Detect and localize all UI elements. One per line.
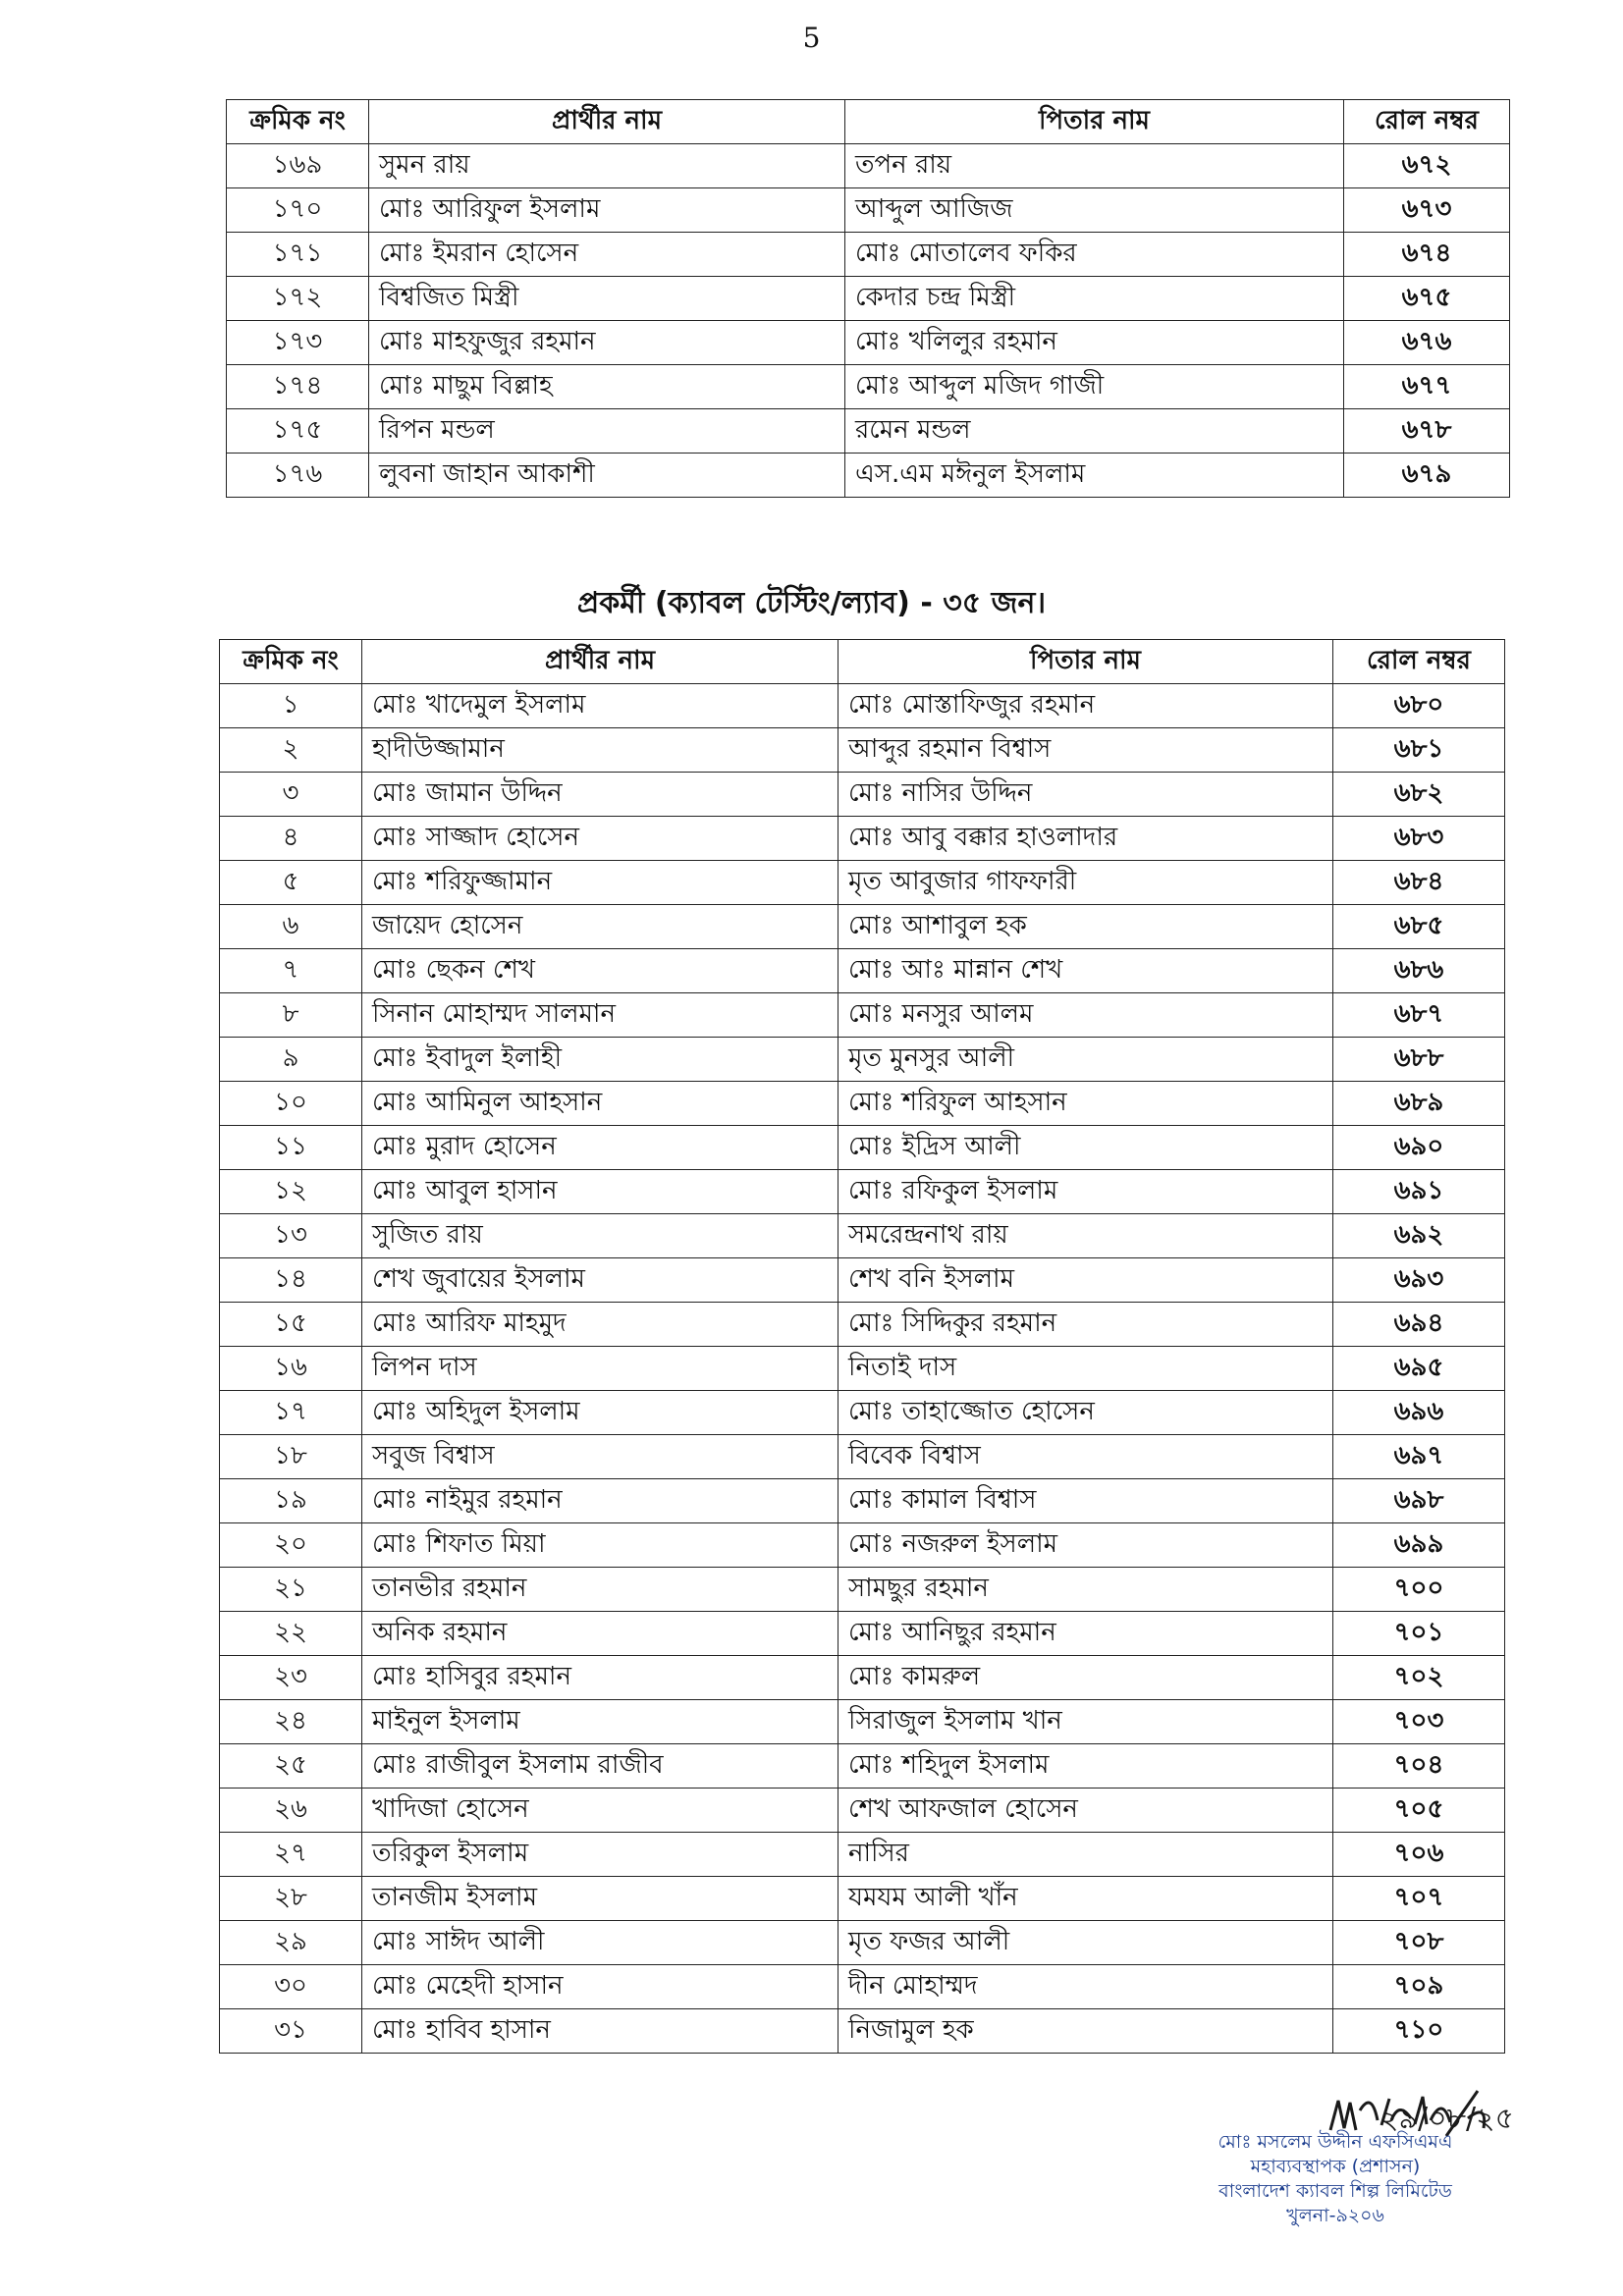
cell-serial: ৯ <box>220 1038 362 1082</box>
cell-serial: ১৭৫ <box>227 409 369 454</box>
table-row <box>220 1082 1505 1126</box>
header-roll-number: রোল নম্বর <box>1344 100 1510 144</box>
header-serial: ক্রমিক নং <box>220 640 362 684</box>
cell-roll-number: ৭১০ <box>1333 2009 1505 2054</box>
table-row <box>220 1303 1505 1347</box>
cell-serial: ৫ <box>220 861 362 905</box>
cell-father-name: মোঃ রফিকুল ইসলাম <box>839 1170 1333 1214</box>
cell-serial: ১৭৬ <box>227 454 369 498</box>
cell-father-name: মোঃ কামরুল <box>839 1656 1333 1700</box>
cell-serial: ১৭৩ <box>227 321 369 365</box>
cell-serial: ৪ <box>220 817 362 861</box>
cell-serial: ১৮ <box>220 1435 362 1479</box>
cell-serial: ২০ <box>220 1523 362 1568</box>
table-row <box>227 233 1510 277</box>
cell-candidate-name: মোঃ মুরাদ হোসেন <box>362 1126 839 1170</box>
cell-roll-number: ৬৯৪ <box>1333 1303 1505 1347</box>
cell-candidate-name: সবুজ বিশ্বাস <box>362 1435 839 1479</box>
cell-candidate-name: মোঃ সাজ্জাদ হোসেন <box>362 817 839 861</box>
cell-father-name: মৃত মুনসুর আলী <box>839 1038 1333 1082</box>
cell-father-name: এস.এম মঈনুল ইসলাম <box>845 454 1344 498</box>
cell-roll-number: ৬৮৫ <box>1333 905 1505 949</box>
table-row <box>220 1656 1505 1700</box>
header-candidate-name: প্রার্থীর নাম <box>362 640 839 684</box>
table-row <box>227 144 1510 188</box>
table-row <box>220 1789 1505 1833</box>
cell-candidate-name: মোঃ মাহফুজুর রহমান <box>369 321 845 365</box>
cell-father-name: সামছুর রহমান <box>839 1568 1333 1612</box>
cell-serial: ১৪ <box>220 1258 362 1303</box>
cell-father-name: শেখ আফজাল হোসেন <box>839 1789 1333 1833</box>
cell-father-name: মোঃ শহিদুল ইসলাম <box>839 1744 1333 1789</box>
cell-father-name: মোঃ সিদ্দিকুর রহমান <box>839 1303 1333 1347</box>
cell-candidate-name: মোঃ সাঈদ আলী <box>362 1921 839 1965</box>
cell-serial: ২৩ <box>220 1656 362 1700</box>
cell-roll-number: ৭০৬ <box>1333 1833 1505 1877</box>
table-row <box>220 1877 1505 1921</box>
cell-serial: ১২ <box>220 1170 362 1214</box>
header-candidate-name: প্রার্থীর নাম <box>369 100 845 144</box>
table-row <box>220 949 1505 993</box>
cell-father-name: মৃত আবুজার গাফফারী <box>839 861 1333 905</box>
cell-father-name: নাসির <box>839 1833 1333 1877</box>
candidate-table-2 <box>219 639 1505 2054</box>
cell-serial: ৩০ <box>220 1965 362 2009</box>
table-row <box>220 728 1505 773</box>
cell-father-name: মোঃ মোতালেব ফকির <box>845 233 1344 277</box>
cell-roll-number: ৬৭৩ <box>1344 188 1510 233</box>
cell-serial: ২৮ <box>220 1877 362 1921</box>
cell-candidate-name: মোঃ রাজীবুল ইসলাম রাজীব <box>362 1744 839 1789</box>
table-header-row <box>220 640 1505 684</box>
cell-serial: ১ <box>220 684 362 728</box>
table-row <box>220 1347 1505 1391</box>
cell-roll-number: ৬৮৩ <box>1333 817 1505 861</box>
cell-candidate-name: মোঃ আমিনুল আহসান <box>362 1082 839 1126</box>
cell-serial: ৮ <box>220 993 362 1038</box>
cell-serial: ৭ <box>220 949 362 993</box>
cell-candidate-name: বিশ্বজিত মিস্ত্রী <box>369 277 845 321</box>
table-row <box>227 454 1510 498</box>
cell-roll-number: ৬৮৬ <box>1333 949 1505 993</box>
table-row <box>227 277 1510 321</box>
cell-candidate-name: মোঃ খাদেমুল ইসলাম <box>362 684 839 728</box>
cell-candidate-name: মোঃ আরিফুল ইসলাম <box>369 188 845 233</box>
stamp-line-name: মোঃ মসলেম উদ্দীন এফসিএমএ <box>1217 2131 1453 2153</box>
cell-father-name: মোঃ ইদ্রিস আলী <box>839 1126 1333 1170</box>
table-row <box>220 684 1505 728</box>
cell-candidate-name: মোঃ জামান উদ্দিন <box>362 773 839 817</box>
cell-father-name: মোঃ মনসুর আলম <box>839 993 1333 1038</box>
cell-candidate-name: অনিক রহমান <box>362 1612 839 1656</box>
cell-candidate-name: মোঃ হাবিব হাসান <box>362 2009 839 2054</box>
cell-roll-number: ৬৯৩ <box>1333 1258 1505 1303</box>
cell-serial: ২৪ <box>220 1700 362 1744</box>
cell-father-name: মোঃ আঃ মান্নান শেখ <box>839 949 1333 993</box>
cell-father-name: মোঃ খলিলুর রহমান <box>845 321 1344 365</box>
handwritten-date: ২৯/০৮/২৫ <box>1380 2102 1515 2136</box>
cell-candidate-name: জায়েদ হোসেন <box>362 905 839 949</box>
cell-candidate-name: মোঃ মেহেদী হাসান <box>362 1965 839 2009</box>
cell-father-name: মৃত ফজর আলী <box>839 1921 1333 1965</box>
cell-roll-number: ৬৮১ <box>1333 728 1505 773</box>
cell-roll-number: ৬৮৪ <box>1333 861 1505 905</box>
header-father-name: পিতার নাম <box>845 100 1344 144</box>
cell-father-name: দীন মোহাম্মদ <box>839 1965 1333 2009</box>
cell-candidate-name: মোঃ আরিফ মাহমুদ <box>362 1303 839 1347</box>
cell-father-name: কেদার চন্দ্র মিস্ত্রী <box>845 277 1344 321</box>
table-row <box>220 1435 1505 1479</box>
cell-candidate-name: সিনান মোহাম্মদ সালমান <box>362 993 839 1038</box>
cell-roll-number: ৬৮৭ <box>1333 993 1505 1038</box>
cell-serial: ৩১ <box>220 2009 362 2054</box>
cell-candidate-name: মোঃ ইবাদুল ইলাহী <box>362 1038 839 1082</box>
table-row <box>220 1700 1505 1744</box>
cell-serial: ১১ <box>220 1126 362 1170</box>
cell-father-name: মোঃ নজরুল ইসলাম <box>839 1523 1333 1568</box>
table-row <box>220 1833 1505 1877</box>
table-row <box>220 1568 1505 1612</box>
cell-roll-number: ৬৯৯ <box>1333 1523 1505 1568</box>
cell-serial: ২২ <box>220 1612 362 1656</box>
cell-roll-number: ৬৭৫ <box>1344 277 1510 321</box>
header-serial: ক্রমিক নং <box>227 100 369 144</box>
cell-candidate-name: মোঃ হাসিবুর রহমান <box>362 1656 839 1700</box>
table-row <box>220 1612 1505 1656</box>
cell-serial: ১৩ <box>220 1214 362 1258</box>
cell-candidate-name: হাদীউজ্জামান <box>362 728 839 773</box>
cell-roll-number: ৬৮৮ <box>1333 1038 1505 1082</box>
cell-father-name: সিরাজুল ইসলাম খান <box>839 1700 1333 1744</box>
table-row <box>220 1170 1505 1214</box>
cell-roll-number: ৬৯৫ <box>1333 1347 1505 1391</box>
cell-candidate-name: রিপন মন্ডল <box>369 409 845 454</box>
cell-roll-number: ৭০৮ <box>1333 1921 1505 1965</box>
cell-serial: ৬ <box>220 905 362 949</box>
table-row <box>227 321 1510 365</box>
table-row <box>220 1214 1505 1258</box>
cell-candidate-name: মোঃ মাছুম বিল্লাহ <box>369 365 845 409</box>
cell-candidate-name: তরিকুল ইসলাম <box>362 1833 839 1877</box>
stamp-line-company: বাংলাদেশ ক্যাবল শিল্প লিমিটেড <box>1218 2180 1452 2202</box>
cell-roll-number: ৬৭৯ <box>1344 454 1510 498</box>
table-row <box>220 773 1505 817</box>
cell-roll-number: ৭০৯ <box>1333 1965 1505 2009</box>
cell-roll-number: ৬৯০ <box>1333 1126 1505 1170</box>
cell-candidate-name: মোঃ ছেকন শেখ <box>362 949 839 993</box>
cell-father-name: মোঃ তাহাজ্জোত হোসেন <box>839 1391 1333 1435</box>
cell-roll-number: ৬৯৮ <box>1333 1479 1505 1523</box>
table-row <box>220 817 1505 861</box>
cell-roll-number: ৬৯৬ <box>1333 1391 1505 1435</box>
table-row <box>220 1523 1505 1568</box>
cell-candidate-name: শেখ জুবায়ের ইসলাম <box>362 1258 839 1303</box>
stamp-line-address: খুলনা-৯২০৬ <box>1286 2205 1384 2226</box>
cell-roll-number: ৭০৭ <box>1333 1877 1505 1921</box>
cell-serial: ১৯ <box>220 1479 362 1523</box>
cell-roll-number: ৭০৩ <box>1333 1700 1505 1744</box>
cell-serial: ১৬৯ <box>227 144 369 188</box>
cell-roll-number: ৬৯২ <box>1333 1214 1505 1258</box>
cell-candidate-name: মোঃ ইমরান হোসেন <box>369 233 845 277</box>
cell-roll-number: ৬৮২ <box>1333 773 1505 817</box>
cell-father-name: আব্দুল আজিজ <box>845 188 1344 233</box>
table-row <box>227 409 1510 454</box>
cell-father-name: নিতাই দাস <box>839 1347 1333 1391</box>
cell-serial: ২ <box>220 728 362 773</box>
cell-serial: ২৭ <box>220 1833 362 1877</box>
stamp-line-designation: মহাব্যবস্থাপক (প্রশাসন) <box>1250 2156 1421 2177</box>
cell-serial: ২৫ <box>220 1744 362 1789</box>
cell-candidate-name: তানজীম ইসলাম <box>362 1877 839 1921</box>
cell-candidate-name: মোঃ আবুল হাসান <box>362 1170 839 1214</box>
cell-father-name: মোঃ শরিফুল আহসান <box>839 1082 1333 1126</box>
cell-serial: ১৭১ <box>227 233 369 277</box>
cell-father-name: মোঃ আশাবুল হক <box>839 905 1333 949</box>
cell-serial: ১৭৪ <box>227 365 369 409</box>
cell-candidate-name: মাইনুল ইসলাম <box>362 1700 839 1744</box>
table-row <box>220 1479 1505 1523</box>
table-row <box>220 1921 1505 1965</box>
cell-serial: ১০ <box>220 1082 362 1126</box>
table-row <box>220 1965 1505 2009</box>
header-roll-number: রোল নম্বর <box>1333 640 1505 684</box>
header-father-name: পিতার নাম <box>839 640 1333 684</box>
cell-roll-number: ৬৭৭ <box>1344 365 1510 409</box>
cell-father-name: মোঃ নাসির উদ্দিন <box>839 773 1333 817</box>
cell-roll-number: ৬৭২ <box>1344 144 1510 188</box>
cell-serial: ১৭২ <box>227 277 369 321</box>
table-row <box>220 1391 1505 1435</box>
cell-roll-number: ৬৭৮ <box>1344 409 1510 454</box>
cell-serial: ১৬ <box>220 1347 362 1391</box>
cell-serial: ২৬ <box>220 1789 362 1833</box>
signature-block <box>1173 2081 1515 2268</box>
cell-father-name: শেখ বনি ইসলাম <box>839 1258 1333 1303</box>
table-row <box>220 1258 1505 1303</box>
cell-roll-number: ৬৮০ <box>1333 684 1505 728</box>
cell-candidate-name: সুজিত রায় <box>362 1214 839 1258</box>
cell-candidate-name: মোঃ অহিদুল ইসলাম <box>362 1391 839 1435</box>
cell-candidate-name: খাদিজা হোসেন <box>362 1789 839 1833</box>
cell-father-name: মোঃ মোস্তাফিজুর রহমান <box>839 684 1333 728</box>
page-number: 5 <box>802 22 821 54</box>
cell-father-name: নিজামুল হক <box>839 2009 1333 2054</box>
table-row <box>220 905 1505 949</box>
cell-serial: ১৭০ <box>227 188 369 233</box>
candidate-table-1 <box>226 99 1510 498</box>
cell-candidate-name: সুমন রায় <box>369 144 845 188</box>
cell-serial: ৩ <box>220 773 362 817</box>
table-row <box>220 2009 1505 2054</box>
cell-father-name: যমযম আলী খাঁন <box>839 1877 1333 1921</box>
cell-father-name: মোঃ আব্দুল মজিদ গাজী <box>845 365 1344 409</box>
cell-roll-number: ৭০০ <box>1333 1568 1505 1612</box>
cell-roll-number: ৬৮৯ <box>1333 1082 1505 1126</box>
table-row <box>220 1038 1505 1082</box>
cell-father-name: মোঃ আনিছুর রহমান <box>839 1612 1333 1656</box>
section-title: প্রকর্মী (ক্যাবল টেস্টিং/ল্যাব) - ৩৫ জন। <box>576 586 1047 620</box>
table-header-row <box>227 100 1510 144</box>
cell-father-name: বিবেক বিশ্বাস <box>839 1435 1333 1479</box>
cell-serial: ২৯ <box>220 1921 362 1965</box>
cell-serial: ১৫ <box>220 1303 362 1347</box>
cell-father-name: মোঃ আবু বক্কার হাওলাদার <box>839 817 1333 861</box>
table-row <box>220 861 1505 905</box>
cell-roll-number: ৬৯১ <box>1333 1170 1505 1214</box>
cell-father-name: সমরেন্দ্রনাথ রায় <box>839 1214 1333 1258</box>
cell-father-name: রমেন মন্ডল <box>845 409 1344 454</box>
cell-candidate-name: মোঃ শরিফুজ্জামান <box>362 861 839 905</box>
table-row <box>220 993 1505 1038</box>
cell-candidate-name: লিপন দাস <box>362 1347 839 1391</box>
cell-candidate-name: মোঃ শিফাত মিয়া <box>362 1523 839 1568</box>
cell-serial: ১৭ <box>220 1391 362 1435</box>
cell-roll-number: ৬৭৪ <box>1344 233 1510 277</box>
table-row <box>220 1126 1505 1170</box>
cell-father-name: তপন রায় <box>845 144 1344 188</box>
table-row <box>227 188 1510 233</box>
cell-roll-number: ৬৯৭ <box>1333 1435 1505 1479</box>
official-stamp <box>1173 2130 1497 2228</box>
cell-roll-number: ৭০১ <box>1333 1612 1505 1656</box>
cell-father-name: আব্দুর রহমান বিশ্বাস <box>839 728 1333 773</box>
cell-candidate-name: লুবনা জাহান আকাশী <box>369 454 845 498</box>
cell-serial: ২১ <box>220 1568 362 1612</box>
cell-roll-number: ৭০২ <box>1333 1656 1505 1700</box>
cell-candidate-name: তানভীর রহমান <box>362 1568 839 1612</box>
cell-candidate-name: মোঃ নাইমুর রহমান <box>362 1479 839 1523</box>
table-row <box>220 1744 1505 1789</box>
cell-roll-number: ৭০৫ <box>1333 1789 1505 1833</box>
cell-roll-number: ৬৭৬ <box>1344 321 1510 365</box>
table-row <box>227 365 1510 409</box>
cell-roll-number: ৭০৪ <box>1333 1744 1505 1789</box>
cell-father-name: মোঃ কামাল বিশ্বাস <box>839 1479 1333 1523</box>
